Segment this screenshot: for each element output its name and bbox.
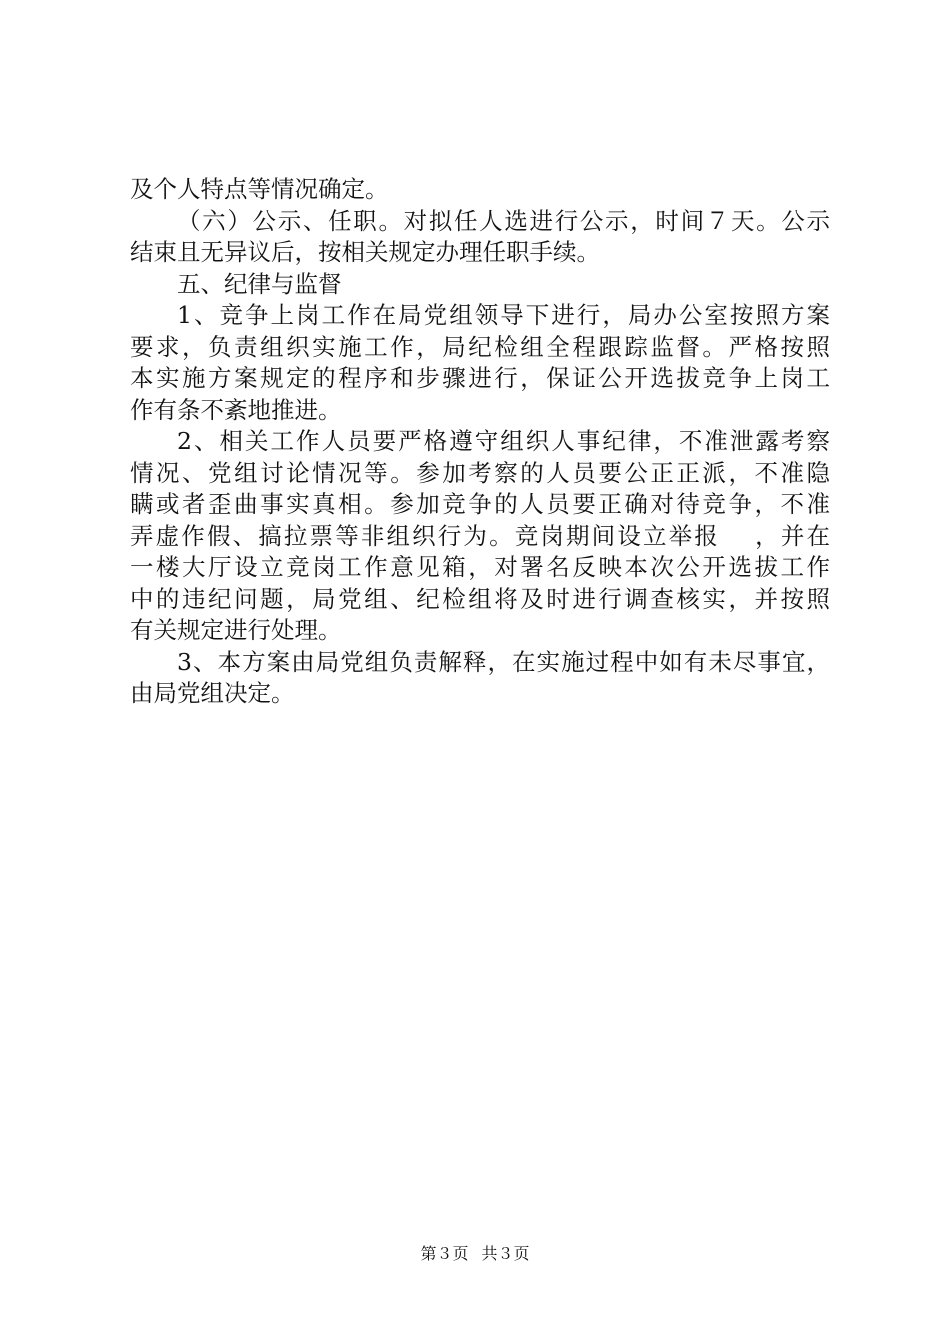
- paragraph-line: 有关规定进行处理。: [130, 616, 342, 644]
- document-body: [130, 174, 830, 710]
- paragraph-line: 瞒或者歪曲事实真相。参加竞争的人员要正确对待竞争，不准: [130, 490, 830, 518]
- page-number: 第３页: [420, 1244, 469, 1263]
- paragraph-line: 弄虚作假、搞拉票等非组织行为。竞岗期间设立举报 ，并在: [130, 521, 830, 550]
- paragraph-line: 本实施方案规定的程序和步骤进行，保证公开选拔竞争上岗工: [130, 364, 830, 392]
- section-heading: 五、纪律与监督: [177, 269, 342, 298]
- paragraph-line: 作有条不紊地推进。: [130, 395, 342, 424]
- paragraph-line: 1、竞争上岗工作在局党组领导下进行，局办公室按照方案: [177, 301, 830, 329]
- paragraph-line: 要求，负责组织实施工作，局纪检组全程跟踪监督。严格按照: [130, 332, 830, 361]
- page-footer: [0, 1244, 950, 1264]
- paragraph-line: 2、相关工作人员要严格遵守组织人事纪律，不准泄露考察: [177, 427, 830, 455]
- paragraph-line: 中的违纪问题，局党组、纪检组将及时进行调查核实，并按照: [130, 584, 830, 613]
- paragraph-line: 结束且无异议后，按相关规定办理任职手续。: [130, 238, 600, 266]
- paragraph-line: 情况、党组讨论情况等。参加考察的人员要公正正派，不准隐: [130, 458, 830, 487]
- paragraph-line: （六）公示、任职。对拟任人选进行公示，时间７天。公示: [177, 206, 830, 235]
- paragraph-line: 一楼大厅设立竞岗工作意见箱，对署名反映本次公开选拔工作: [130, 553, 830, 581]
- paragraph-line: 由局党组决定。: [130, 679, 295, 707]
- paragraph-line: 3、本方案由局党组负责解释，在实施过程中如有未尽事宜，: [177, 647, 830, 676]
- page-total: 共３页: [481, 1244, 530, 1263]
- paragraph-line: 及个人特点等情况确定。: [130, 175, 389, 203]
